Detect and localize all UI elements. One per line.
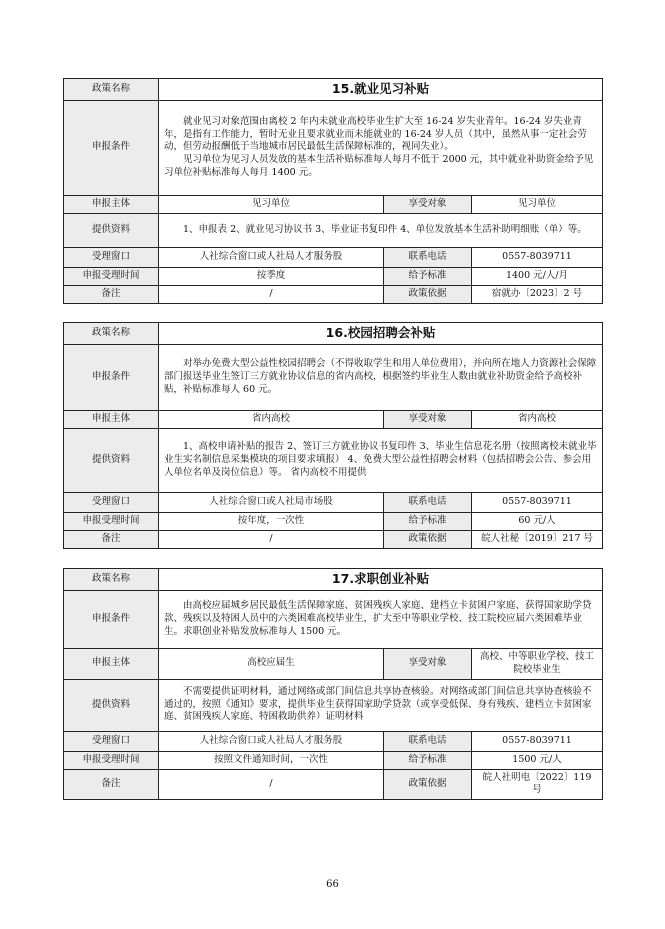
note-value: / [159,530,384,548]
conditions-label: 申报条件 [64,590,159,648]
conditions-paragraph: 就业见习对象范围由离校 2 年内未就业高校毕业生扩大至 16-24 岁失业青年。16-24 岁失业青年，是指有工作能力，暂时无业且要求就业而未能就业的 16-24 岁人员（其中，虽然从事一定社会劳动，但劳动报酬低于当地城市居民最低生活保障标准的，视同失业）。 [164,115,587,153]
contact-label: 联系电话 [384,731,472,751]
contact-label: 联系电话 [384,492,472,512]
time-value: 按年度，一次性 [159,512,384,530]
note-label: 备注 [64,769,159,800]
window-value: 人社综合窗口或人社局市场股 [159,492,384,512]
standard-label: 给予标准 [384,267,472,285]
basis-value: 皖人社明电〔2022〕119 号 [472,769,603,800]
policy-table-16 [63,322,603,549]
conditions-text [159,344,603,410]
basis-value: 皖人社秘〔2019〕217 号 [472,530,603,548]
basis-label: 政策依据 [384,769,472,800]
standard-label: 给予标准 [384,512,472,530]
materials-label: 提供资料 [64,679,159,731]
basis-label: 政策依据 [384,530,472,548]
note-value: / [159,285,384,303]
materials-label: 提供资料 [64,428,159,492]
standard-value: 1500 元/人 [472,751,603,769]
conditions-text [159,590,603,648]
page-number: 66 [326,879,339,890]
contact-value: 0557-8039711 [472,247,603,267]
materials-label: 提供资料 [64,213,159,247]
window-value: 人社综合窗口或人社局人才服务股 [159,731,384,751]
policy-name-label: 政策名称 [64,79,159,101]
contact-label: 联系电话 [384,247,472,267]
materials-paragraph: 不需要提供证明材料，通过网络或部门间信息共享协查核验。对网络或部门间信息共享协查核验不通过的，按照《通知》要求，提供毕业生获得国家助学贷款（或享受低保、身有残疾、建档立卡贫困家庭、贫困残疾人家庭、特困救助供养）证明材料 [164,685,592,723]
conditions-label: 申报条件 [64,100,159,195]
beneficiary-label: 享受对象 [384,410,472,428]
beneficiary-value: 高校、中等职业学校、技工院校毕业生 [472,648,603,679]
basis-value: 宿就办〔2023〕2 号 [472,285,603,303]
time-label: 申报受理时间 [64,512,159,530]
conditions-text [159,100,603,195]
note-label: 备注 [64,530,159,548]
contact-value: 0557-8039711 [472,731,603,751]
conditions-label: 申报条件 [64,344,159,410]
materials-paragraph: 1、高校申请补贴的报告 2、签订三方就业协议书复印件 3、毕业生信息花名册（按照离校未就业毕业生实名制信息采集模块的项目要求填报） 4、免费大型公益性招聘会材料（包括招聘会公告、参会用人单位名单及岗位信息）等。 省内高校不用提供 [164,441,597,478]
window-label: 受理窗口 [64,492,159,512]
time-label: 申报受理时间 [64,751,159,769]
policy-table-17 [63,568,603,800]
policy-name-label: 政策名称 [64,569,159,591]
window-label: 受理窗口 [64,247,159,267]
policy-title: 15.就业见习补贴 [159,79,603,101]
materials-paragraph: 1、申报表 2、就业见习协议书 3、毕业证书复印件 4、单位发放基本生活补助明细账（单）等。 [183,223,587,235]
basis-label: 政策依据 [384,285,472,303]
beneficiary-value: 见习单位 [472,195,603,213]
window-label: 受理窗口 [64,731,159,751]
window-value: 人社综合窗口或人社局人才服务股 [159,247,384,267]
note-value: / [159,769,384,800]
applicant-value: 见习单位 [159,195,384,213]
beneficiary-label: 享受对象 [384,195,472,213]
beneficiary-value: 省内高校 [472,410,603,428]
standard-value: 1400 元/人/月 [472,267,603,285]
conditions-paragraph: 对举办免费大型公益性校园招聘会（不得收取学生和用人单位费用），并向所在地人力资源社会保障部门报送毕业生签订三方就业协议信息的省内高校，根据签约毕业生人数由就业补助资金给予高校补贴，补贴标准每人 60 元。 [164,358,597,395]
beneficiary-label: 享受对象 [384,648,472,679]
time-value: 按季度 [159,267,384,285]
conditions-paragraph: 由高校应届城乡居民最低生活保障家庭、贫困残疾人家庭、建档立卡贫困户家庭、获得国家助学贷款、残疾以及特困人员中的六类困难高校毕业生，扩大至中等职业学校、技工院校应届六类困难毕业生。求职创业补贴发放标准每人 1500 元。 [164,600,592,637]
standard-value: 60 元/人 [472,512,603,530]
note-label: 备注 [64,285,159,303]
time-label: 申报受理时间 [64,267,159,285]
applicant-label: 申报主体 [64,195,159,213]
materials-text [159,679,603,731]
contact-value: 0557-8039711 [472,492,603,512]
applicant-label: 申报主体 [64,410,159,428]
standard-label: 给予标准 [384,751,472,769]
materials-text [159,213,603,247]
policy-table-15 [63,78,603,304]
applicant-value: 高校应届生 [159,648,384,679]
policy-name-label: 政策名称 [64,323,159,345]
applicant-label: 申报主体 [64,648,159,679]
conditions-paragraph: 见习单位为见习人员发放的基本生活补贴标准每人每月不低于 2000 元，其中就业补助资金给予见习单位补贴标准每人每月 1400 元。 [164,154,594,179]
policy-title: 17.求职创业补贴 [159,569,603,591]
time-value: 按照文件通知时间，一次性 [159,751,384,769]
applicant-value: 省内高校 [159,410,384,428]
materials-text [159,428,603,492]
policy-title: 16.校园招聘会补贴 [159,323,603,345]
